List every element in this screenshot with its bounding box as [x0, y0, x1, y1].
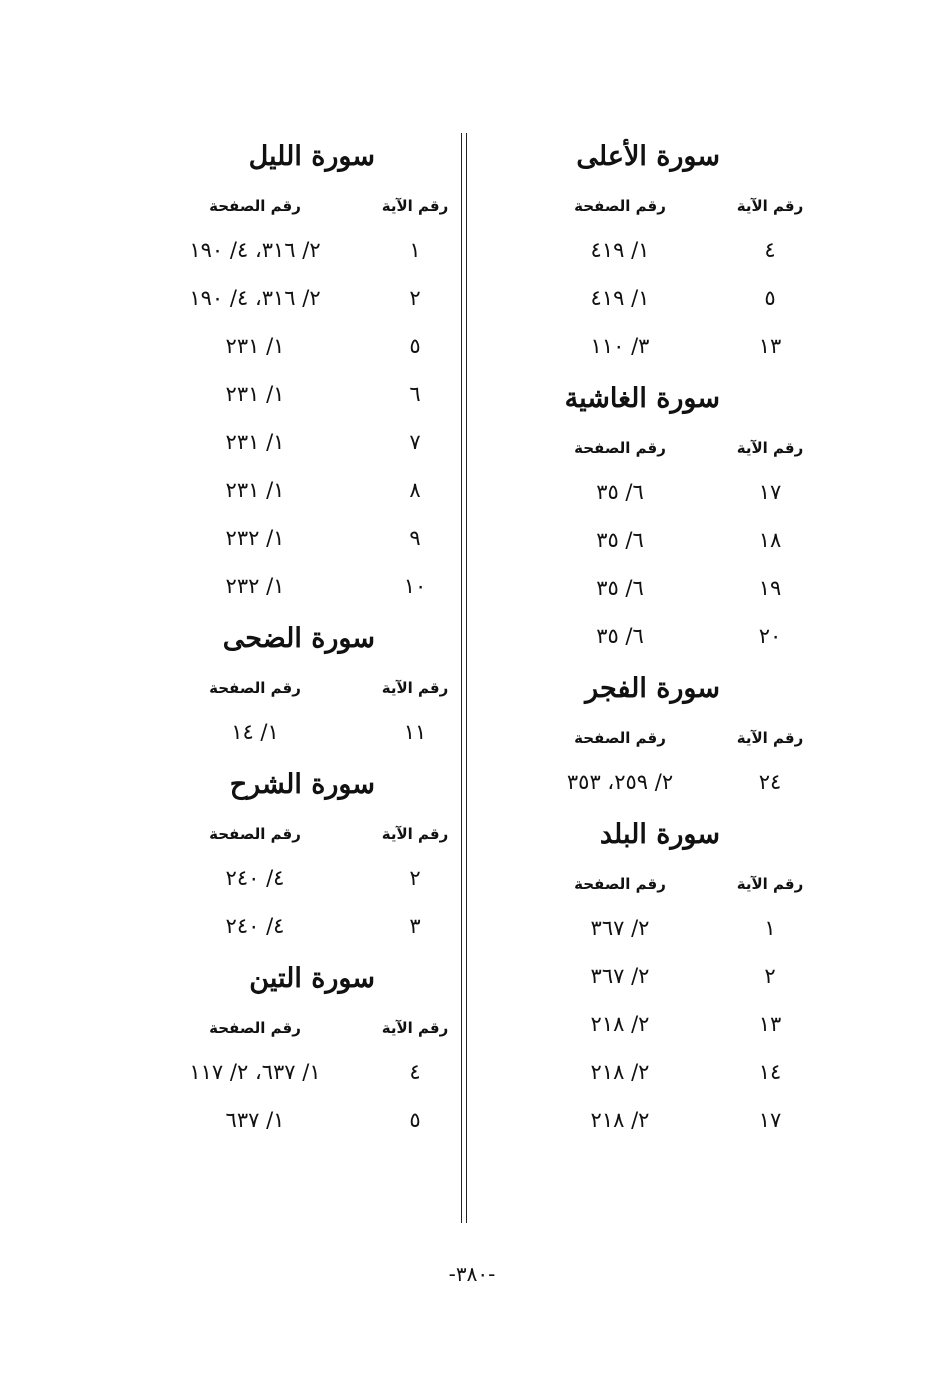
verse-number: ٩ [409, 526, 421, 550]
index-row [110, 466, 460, 514]
page-reference: ١/ ٢٣٢ [225, 526, 285, 550]
index-row [110, 226, 460, 274]
page-number-header: رقم الصفحة [574, 197, 666, 215]
index-row [110, 370, 460, 418]
column-headers [470, 186, 830, 226]
verse-number-header: رقم الآية [381, 1019, 449, 1037]
verse-number-header: رقم الآية [736, 439, 804, 457]
page-reference: ٢/ ٢١٨ [590, 1060, 650, 1084]
verse-number: ٨ [409, 478, 421, 502]
page-reference: ١/ ٢٣١ [225, 382, 285, 406]
page-number-header: رقم الصفحة [209, 1019, 301, 1037]
verse-number: ٥ [409, 1108, 421, 1132]
page-number-header: رقم الصفحة [209, 197, 301, 215]
page-reference: ٦/ ٣٥ [596, 624, 644, 648]
page-reference: ١/ ٤١٩ [590, 286, 650, 310]
index-row [470, 952, 830, 1000]
index-row [470, 226, 830, 274]
verse-number-header: رقم الآية [381, 679, 449, 697]
surah-title: سورة الشرح [229, 769, 375, 800]
index-row [470, 1000, 830, 1048]
surah-section [470, 128, 830, 370]
surah-section [110, 610, 460, 756]
page-reference: ٦/ ٣٥ [596, 480, 644, 504]
verse-number: ١٤ [758, 1060, 782, 1084]
page-reference: ١/ ٢٣١ [225, 430, 285, 454]
verse-number: ٢٠ [758, 624, 782, 648]
page-reference: ١/ ٦٣٧، ٢/ ١١٧ [189, 1060, 321, 1084]
page-reference: ٢/ ٣١٦، ٤/ ١٩٠ [189, 286, 321, 310]
index-row [110, 322, 460, 370]
index-row [470, 468, 830, 516]
index-row [470, 1096, 830, 1144]
surah-section [110, 756, 460, 950]
page-reference: ١/ ٤١٩ [590, 238, 650, 262]
page-reference: ٤/ ٢٤٠ [225, 914, 285, 938]
page-number: -٣٨٠- [448, 1262, 496, 1286]
index-row [110, 418, 460, 466]
surah-title: سورة الضحى [222, 623, 375, 654]
verse-number: ١٨ [758, 528, 782, 552]
verse-number: ٥ [764, 286, 776, 310]
surah-title: سورة الغاشية [564, 383, 720, 414]
page-reference: ٢/ ٣١٦، ٤/ ١٩٠ [189, 238, 321, 262]
index-row [470, 564, 830, 612]
page-reference: ١/ ٦٣٧ [225, 1108, 285, 1132]
surah-section [110, 950, 460, 1144]
page-reference: ٢/ ٣٦٧ [590, 916, 650, 940]
surah-title: سورة الفجر [585, 673, 720, 704]
verse-number: ١٧ [758, 1108, 782, 1132]
verse-number: ٤ [409, 1060, 421, 1084]
index-row [110, 854, 460, 902]
page-reference: ٢/ ٢١٨ [590, 1012, 650, 1036]
surah-title: سورة التين [249, 963, 375, 994]
page-reference: ٦/ ٣٥ [596, 576, 644, 600]
page-number-header: رقم الصفحة [209, 825, 301, 843]
page-reference: ٣/ ١١٠ [590, 334, 650, 358]
verse-number: ٧ [409, 430, 421, 454]
page-number-header: رقم الصفحة [574, 439, 666, 457]
verse-number: ٢ [409, 866, 421, 890]
index-row [470, 758, 830, 806]
column-headers [110, 668, 460, 708]
column-headers [110, 814, 460, 854]
verse-number: ١٠ [403, 574, 427, 598]
index-row [470, 904, 830, 952]
page-reference: ١/ ٢٣٢ [225, 574, 285, 598]
verse-number: ١ [764, 916, 776, 940]
page-number-header: رقم الصفحة [574, 875, 666, 893]
verse-number: ٢٤ [758, 770, 782, 794]
page-reference: ٢/ ٢٥٩، ٣٥٣ [566, 770, 674, 794]
right-column [470, 128, 830, 1144]
page-reference: ١/ ١٤ [231, 720, 279, 744]
verse-number-header: رقم الآية [736, 197, 804, 215]
surah-section [470, 806, 830, 1144]
index-row [110, 274, 460, 322]
verse-number-header: رقم الآية [736, 875, 804, 893]
index-row [470, 1048, 830, 1096]
surah-section [110, 128, 460, 610]
index-row [470, 274, 830, 322]
verse-number: ١٣ [758, 1012, 782, 1036]
verse-number: ٢ [409, 286, 421, 310]
column-headers [470, 718, 830, 758]
verse-number-header: رقم الآية [381, 197, 449, 215]
index-row [110, 514, 460, 562]
verse-number-header: رقم الآية [736, 729, 804, 747]
column-headers [110, 1008, 460, 1048]
column-divider [461, 133, 467, 1223]
verse-number: ١٩ [758, 576, 782, 600]
index-row [110, 1096, 460, 1144]
verse-number: ١ [409, 238, 421, 262]
page-reference: ١/ ٢٣١ [225, 478, 285, 502]
column-headers [110, 186, 460, 226]
page-reference: ١/ ٢٣١ [225, 334, 285, 358]
surah-section [470, 370, 830, 660]
surah-title: سورة الليل [248, 141, 375, 172]
page-reference: ٦/ ٣٥ [596, 528, 644, 552]
verse-number: ١٣ [758, 334, 782, 358]
index-row [110, 708, 460, 756]
surah-title: سورة الأعلى [576, 141, 720, 172]
verse-number: ١٧ [758, 480, 782, 504]
index-row [110, 1048, 460, 1096]
index-row [470, 612, 830, 660]
verse-number: ٣ [409, 914, 421, 938]
page-reference: ٤/ ٢٤٠ [225, 866, 285, 890]
column-headers [470, 428, 830, 468]
index-row [470, 516, 830, 564]
page-reference: ٢/ ٣٦٧ [590, 964, 650, 988]
index-row [110, 562, 460, 610]
index-row [470, 322, 830, 370]
surah-title: سورة البلد [599, 819, 720, 850]
page-number-header: رقم الصفحة [574, 729, 666, 747]
verse-number: ٥ [409, 334, 421, 358]
verse-number: ٦ [409, 382, 421, 406]
verse-number-header: رقم الآية [381, 825, 449, 843]
verse-number: ٤ [764, 238, 776, 262]
left-column [110, 128, 460, 1144]
verse-number: ١١ [403, 720, 427, 744]
column-headers [470, 864, 830, 904]
page-reference: ٢/ ٢١٨ [590, 1108, 650, 1132]
verse-number: ٢ [764, 964, 776, 988]
surah-section [470, 660, 830, 806]
index-row [110, 902, 460, 950]
page-number-header: رقم الصفحة [209, 679, 301, 697]
